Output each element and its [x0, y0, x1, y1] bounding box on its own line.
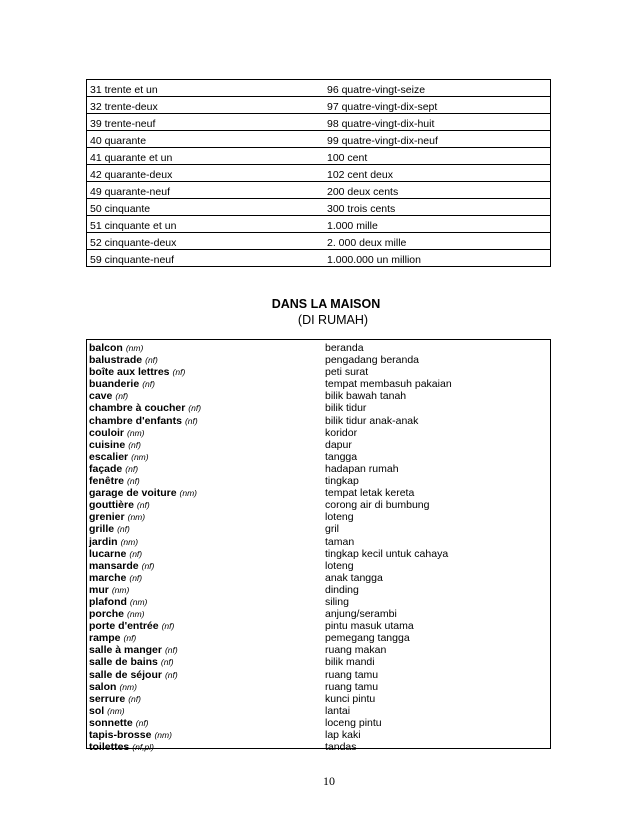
grammar-tag: (nf)	[188, 403, 202, 414]
vocabulary-box	[86, 339, 551, 754]
french-word: toilettes	[89, 741, 130, 754]
french-word: porte d'entrée	[89, 620, 159, 633]
vocabulary-row	[87, 390, 550, 402]
grammar-tag: (nf)	[136, 500, 150, 511]
vocabulary-row	[87, 620, 550, 632]
vocabulary-row	[87, 596, 550, 608]
number-left-cell: 39 trente-neuf	[90, 118, 156, 130]
vocabulary-row	[87, 354, 550, 366]
vocabulary-row	[87, 439, 550, 451]
vocabulary-row	[87, 632, 550, 644]
french-word: buanderie	[89, 378, 140, 391]
vocabulary-term	[89, 705, 125, 717]
malay-meaning: pemegang tangga	[325, 632, 410, 645]
grammar-tag: (nm)	[129, 596, 148, 607]
vocabulary-term	[89, 632, 136, 644]
vocabulary-term	[89, 584, 129, 596]
grammar-tag: (nf)	[128, 439, 141, 450]
grammar-tag: (nf,pl)	[132, 742, 154, 753]
malay-meaning: corong air di bumbung	[325, 499, 430, 512]
grammar-tag: (nm)	[154, 730, 172, 740]
number-right-cell: 1.000 mille	[327, 220, 378, 232]
vocabulary-row	[87, 729, 550, 741]
grammar-tag: (nf)	[164, 645, 178, 656]
malay-meaning: taman	[325, 535, 355, 548]
section-title: DANS LA MAISON	[271, 297, 381, 311]
grammar-tag: (nf)	[145, 355, 158, 366]
french-word: façade	[89, 462, 123, 475]
french-word: cave	[89, 390, 113, 403]
malay-meaning: pintu masuk utama	[325, 620, 414, 633]
vocabulary-row	[87, 427, 550, 439]
vocabulary-row	[87, 741, 550, 753]
vocabulary-row	[87, 548, 550, 560]
french-word: garage de voiture	[89, 487, 177, 500]
number-right-cell: 1.000.000 un million	[327, 254, 421, 266]
grammar-tag: (nf)	[129, 548, 143, 559]
french-word: sonnette	[89, 716, 133, 729]
grammar-tag: (nm)	[111, 584, 130, 595]
number-row	[87, 114, 551, 131]
malay-meaning: lantai	[325, 704, 351, 717]
vocabulary-term	[89, 536, 138, 548]
french-word: plafond	[89, 595, 127, 608]
french-word: lucarne	[89, 547, 127, 560]
grammar-tag: (nm)	[131, 451, 149, 462]
vocabulary-term	[89, 354, 158, 366]
malay-meaning: tingkap	[325, 475, 359, 488]
vocabulary-row	[87, 366, 550, 378]
malay-meaning: gril	[325, 523, 340, 536]
page-number: 10	[323, 774, 335, 788]
vocabulary-row	[87, 669, 550, 681]
vocabulary-row	[87, 378, 550, 390]
number-left-cell: 32 trente-deux	[90, 101, 158, 113]
vocabulary-term	[89, 342, 143, 354]
vocabulary-term	[89, 741, 154, 753]
french-word: marche	[89, 571, 127, 584]
french-word: balustrade	[89, 354, 143, 367]
grammar-tag: (nf)	[115, 391, 129, 402]
malay-meaning: beranda	[325, 342, 364, 354]
vocabulary-row	[87, 560, 550, 572]
french-word: escalier	[89, 450, 129, 463]
malay-meaning: koridor	[325, 426, 358, 439]
number-left-cell: 59 cinquante-neuf	[90, 254, 175, 266]
french-word: jardin	[89, 535, 118, 548]
vocabulary-term	[89, 402, 201, 414]
vocabulary-row	[87, 523, 550, 535]
number-row	[87, 233, 551, 250]
french-word: salon	[89, 680, 117, 693]
grammar-tag: (nf)	[123, 633, 137, 644]
french-word: couloir	[89, 426, 125, 439]
grammar-tag: (nf)	[129, 572, 143, 583]
french-word: boîte aux lettres	[89, 366, 170, 379]
grammar-tag: (nm)	[107, 705, 125, 716]
number-right-cell: 96 quatre-vingt-seize	[327, 84, 426, 96]
grammar-tag: (nf)	[141, 560, 155, 571]
number-right-cell: 2. 000 deux mille	[327, 237, 407, 249]
vocabulary-term	[89, 596, 147, 608]
vocabulary-term	[89, 499, 150, 511]
number-row	[87, 165, 551, 182]
vocabulary-row	[87, 402, 550, 414]
number-row	[87, 250, 551, 267]
vocabulary-term	[89, 608, 145, 620]
vocabulary-row	[87, 475, 550, 487]
malay-meaning: siling	[325, 595, 349, 608]
malay-meaning: lap kaki	[325, 729, 361, 741]
malay-meaning: tandas	[325, 741, 357, 754]
vocabulary-term	[89, 378, 155, 390]
vocabulary-term	[89, 717, 149, 729]
malay-meaning: tempat letak kereta	[325, 487, 415, 500]
number-row	[87, 216, 551, 233]
malay-meaning: loteng	[325, 559, 354, 572]
grammar-tag: (nm)	[127, 512, 146, 523]
grammar-tag: (nf)	[164, 669, 178, 680]
vocabulary-row	[87, 717, 550, 729]
number-left-cell: 42 quarante-deux	[90, 169, 173, 181]
malay-meaning: tingkap kecil untuk cahaya	[325, 547, 449, 560]
grammar-tag: (nf)	[160, 657, 174, 668]
french-word: tapis-brosse	[89, 729, 152, 741]
number-row	[87, 148, 551, 165]
grammar-tag: (nf)	[184, 415, 198, 426]
malay-meaning: loteng	[325, 511, 354, 524]
french-word: fenêtre	[89, 475, 125, 488]
vocabulary-row	[87, 681, 550, 693]
malay-meaning: dinding	[325, 583, 359, 596]
grammar-tag: (nf)	[127, 476, 140, 487]
french-word: rampe	[89, 632, 121, 645]
number-left-cell: 40 quarante	[90, 135, 147, 147]
french-word: serrure	[89, 692, 126, 705]
grammar-tag: (nm)	[119, 681, 137, 692]
french-word: salle de séjour	[89, 668, 162, 681]
vocabulary-term	[89, 439, 141, 451]
vocabulary-term	[89, 669, 178, 681]
vocabulary-row	[87, 536, 550, 548]
number-row	[87, 131, 551, 148]
vocabulary-term	[89, 487, 197, 499]
vocabulary-row	[87, 499, 550, 511]
vocabulary-row	[87, 415, 550, 427]
grammar-tag: (nf)	[117, 524, 130, 535]
vocabulary-term	[89, 475, 140, 487]
french-word: salle à manger	[89, 644, 162, 657]
grammar-tag: (nm)	[127, 609, 145, 620]
vocabulary-term	[89, 560, 154, 572]
malay-meaning: pengadang beranda	[325, 354, 420, 367]
vocabulary-row	[87, 644, 550, 656]
french-word: porche	[89, 608, 125, 621]
vocabulary-term	[89, 729, 172, 741]
vocabulary-row	[87, 342, 550, 354]
malay-meaning: kunci pintu	[325, 692, 376, 705]
vocabulary-term	[89, 644, 178, 656]
french-word: chambre à coucher	[89, 402, 186, 415]
malay-meaning: bilik bawah tanah	[325, 390, 407, 403]
section-heading	[0, 296, 638, 328]
number-left-cell: 52 cinquante-deux	[90, 237, 177, 249]
number-right-cell: 99 quatre-vingt-dix-neuf	[327, 135, 438, 147]
french-word: gouttière	[89, 499, 134, 512]
french-word: mur	[89, 583, 109, 596]
grammar-tag: (nf)	[135, 717, 149, 728]
grammar-tag: (nf)	[125, 463, 139, 474]
vocabulary-term	[89, 366, 185, 378]
grammar-tag: (nf)	[161, 621, 175, 632]
vocabulary-row	[87, 511, 550, 523]
malay-meaning: anjung/serambi	[325, 608, 397, 621]
grammar-tag: (nf)	[172, 367, 186, 378]
vocabulary-list	[87, 340, 550, 753]
number-right-cell: 300 trois cents	[327, 203, 396, 215]
vocabulary-term	[89, 415, 198, 427]
grammar-tag: (nf)	[142, 379, 155, 390]
number-right-cell: 100 cent	[327, 152, 368, 164]
vocabulary-row	[87, 608, 550, 620]
vocabulary-term	[89, 511, 145, 523]
malay-meaning: tempat membasuh pakaian	[325, 378, 452, 391]
vocabulary-term	[89, 523, 130, 535]
french-word: sol	[89, 704, 105, 717]
section-subtitle: (DI RUMAH)	[297, 313, 369, 327]
malay-meaning: bilik tidur anak-anak	[325, 414, 419, 427]
french-word: chambre d'enfants	[89, 414, 182, 427]
malay-meaning: ruang makan	[325, 644, 387, 657]
number-left-cell: 49 quarante-neuf	[90, 186, 170, 198]
number-right-cell: 97 quatre-vingt-dix-sept	[327, 101, 438, 113]
number-row	[87, 199, 551, 216]
number-left-cell: 31 trente et un	[90, 84, 158, 96]
number-right-cell: 98 quatre-vingt-dix-huit	[327, 118, 435, 130]
vocabulary-row	[87, 451, 550, 463]
number-left-cell: 51 cinquante et un	[90, 220, 177, 232]
grammar-tag: (nm)	[125, 343, 144, 353]
french-word: grenier	[89, 511, 125, 524]
french-word: cuisine	[89, 438, 126, 451]
number-left-cell: 41 quarante et un	[90, 152, 173, 164]
number-right-cell: 200 deux cents	[327, 186, 399, 198]
vocabulary-term	[89, 656, 174, 668]
malay-meaning: ruang tamu	[325, 680, 379, 693]
vocabulary-row	[87, 572, 550, 584]
vocabulary-row	[87, 705, 550, 717]
malay-meaning: tangga	[325, 450, 358, 463]
vocabulary-row	[87, 487, 550, 499]
malay-meaning: hadapan rumah	[325, 462, 399, 475]
grammar-tag: (nm)	[179, 488, 198, 499]
vocabulary-row	[87, 693, 550, 705]
french-word: mansarde	[89, 559, 139, 572]
vocabulary-term	[89, 693, 141, 705]
malay-meaning: bilik tidur	[325, 402, 367, 415]
number-row	[87, 97, 551, 114]
vocabulary-term	[89, 390, 128, 402]
vocabulary-term	[89, 451, 149, 463]
number-row	[87, 80, 551, 97]
malay-meaning: anak tangga	[325, 571, 383, 584]
vocabulary-row	[87, 656, 550, 668]
french-word: balcon	[89, 342, 123, 354]
malay-meaning: peti surat	[325, 366, 369, 379]
vocabulary-term	[89, 681, 137, 693]
malay-meaning: loceng pintu	[325, 716, 382, 729]
grammar-tag: (nm)	[120, 536, 139, 547]
number-right-cell: 102 cent deux	[327, 169, 393, 181]
vocabulary-term	[89, 548, 142, 560]
malay-meaning: ruang tamu	[325, 668, 379, 681]
french-word: grille	[89, 523, 115, 536]
vocabulary-row	[87, 463, 550, 475]
vocabulary-row	[87, 584, 550, 596]
numbers-table-body	[87, 80, 551, 267]
vocabulary-term	[89, 463, 138, 475]
vocabulary-term	[89, 620, 174, 632]
grammar-tag: (nf)	[128, 693, 141, 704]
number-row	[87, 182, 551, 199]
number-left-cell: 50 cinquante	[90, 203, 151, 215]
french-word: salle de bains	[89, 656, 158, 669]
grammar-tag: (nm)	[127, 427, 145, 438]
malay-meaning: dapur	[325, 438, 352, 451]
malay-meaning: bilik mandi	[325, 656, 375, 669]
numbers-table	[86, 79, 551, 267]
vocabulary-term	[89, 427, 145, 439]
vocabulary-term	[89, 572, 142, 584]
